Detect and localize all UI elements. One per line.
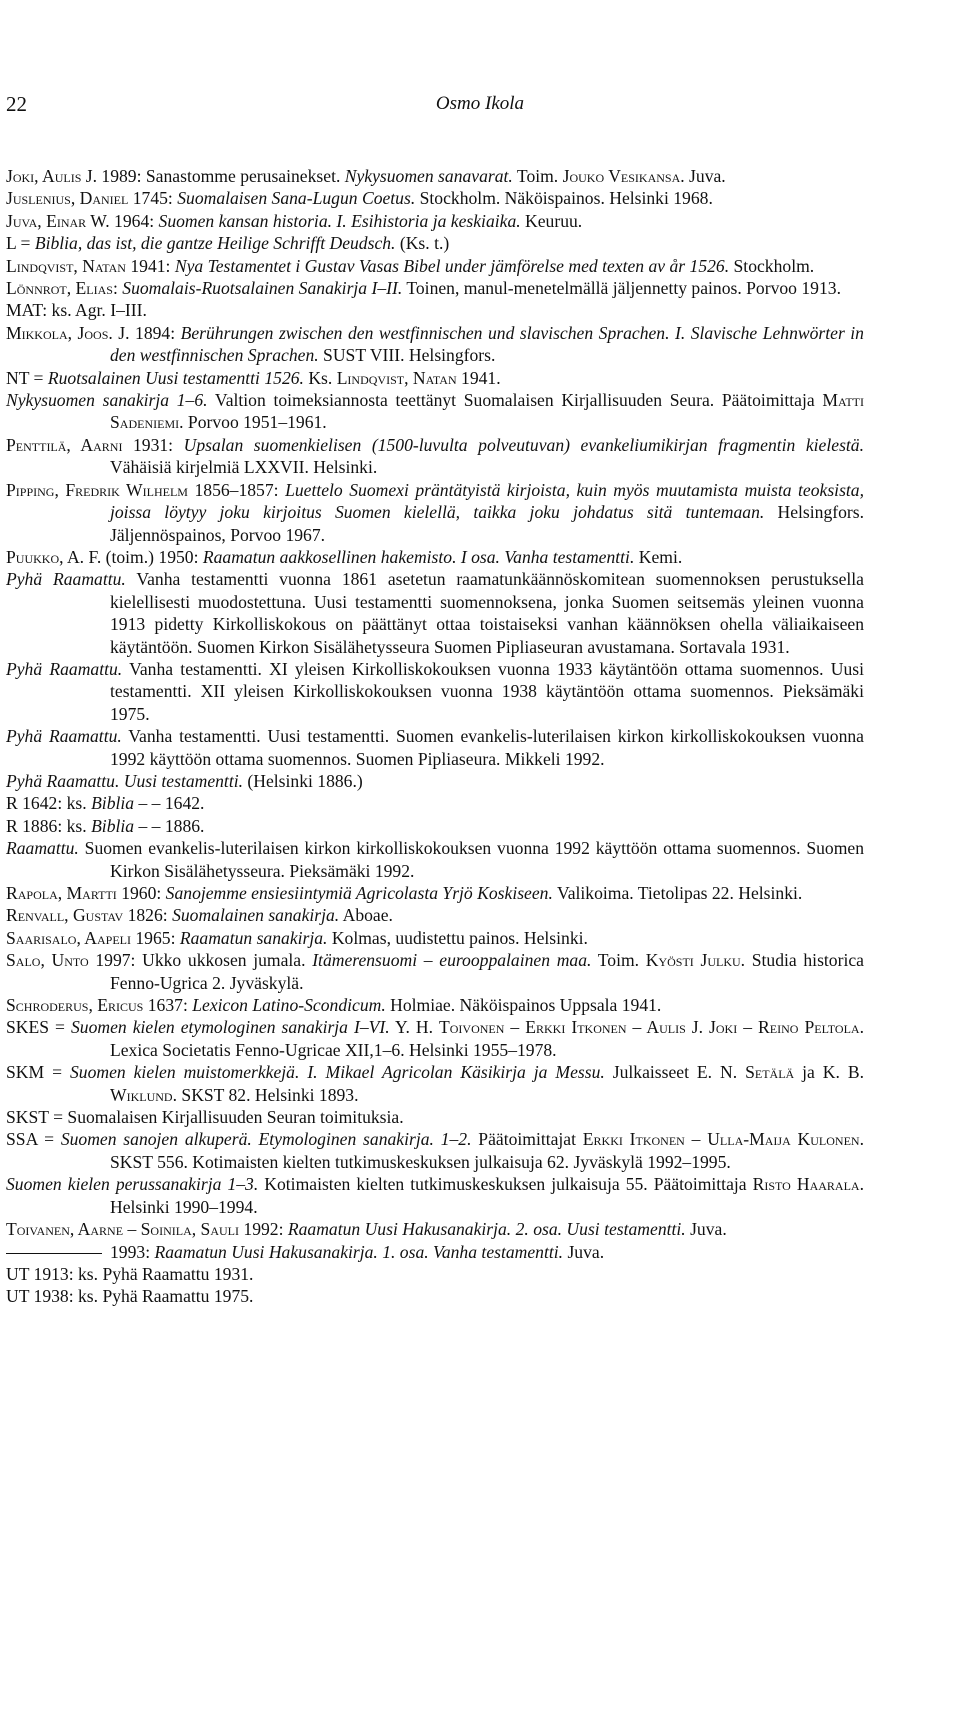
entry-text: Päätoimittajat (471, 1129, 583, 1150)
entry-title: Suomen kielen etymologinen sanakirja I–VI. (70, 1017, 390, 1038)
bibliography-list (6, 165, 864, 1308)
bibliography-entry (6, 389, 864, 434)
entry-text: . Porvoo 1951–1961. (179, 412, 327, 433)
entry-author: Kyösti Julku (645, 950, 741, 971)
bibliography-entry (6, 1241, 864, 1263)
bibliography-entry (6, 792, 864, 814)
entry-author: Lindqvist, Natan (336, 367, 457, 388)
entry-author: Matti Sadeniemi (110, 390, 865, 433)
entry-title: Raamatun Uusi Hakusanakirja. 2. osa. Uusi testamentti. (287, 1219, 686, 1240)
entry-title: Raamattu. (6, 838, 79, 859)
entry-author: Risto Haarala (752, 1174, 860, 1195)
entry-text: 1941. (456, 367, 501, 388)
entry-text: Valtion toimeksiannosta teettänyt Suomalaisen Kirjallisuuden Seura. Päätoimittaja (207, 390, 823, 411)
entry-author: Saarisalo, Aapeli (6, 927, 131, 948)
entry-title: Pyhä Raamattu. (6, 726, 122, 747)
entry-author: Lönnrot, Elias (6, 278, 113, 299)
bibliography-entry (6, 322, 864, 367)
entry-author: Jouko Vesikansa (562, 166, 681, 186)
entry-text: Keuruu. (520, 210, 583, 231)
bibliography-entry (6, 165, 864, 187)
entry-text: 1941: (125, 255, 175, 276)
entry-author: Toivanen, Aarne – Soinila, Sauli (6, 1219, 239, 1240)
bibliography-entry (6, 367, 864, 389)
entry-text: UT 1913: ks. Pyhä Raamattu 1931. (6, 1263, 254, 1284)
entry-text: . Helsinki 1990–1994. (110, 1174, 864, 1217)
entry-text: . F. (toim.) 1950: (79, 546, 203, 567)
entry-text: 1745: (128, 188, 178, 209)
entry-text: Julkaisseet E. N. (604, 1062, 746, 1083)
entry-author: Joki, Aulis (6, 166, 82, 186)
bibliography-entry (6, 1173, 864, 1218)
bibliography-entry (6, 1285, 864, 1307)
entry-author: Juva, Einar (6, 210, 87, 231)
entry-text: SKST = Suomalaisen Kirjallisuuden Seuran toimituksia. (6, 1107, 404, 1128)
entry-text: Valikoima. Tietolipas 22. Helsinki. (552, 883, 803, 903)
entry-text: Stockholm. Näköispainos. Helsinki 1968. (415, 188, 713, 209)
bibliography-entry (6, 277, 864, 299)
entry-title: Suomen kansan historia. I. Esihistoria ja keskiaika. (158, 210, 521, 231)
running-head: Osmo Ikola (435, 93, 525, 114)
entry-title: Raamatun Uusi Hakusanakirja. 1. osa. Vanha testamentti. (154, 1241, 564, 1262)
entry-text: 1826: (123, 905, 173, 926)
entry-text: Toim. (591, 950, 646, 971)
entry-text: (Ks. t.) (395, 233, 450, 254)
bibliography-entry (6, 434, 864, 479)
entry-text: Juva. (563, 1241, 605, 1262)
entry-text: SKES = (6, 1017, 71, 1038)
bibliography-entry (6, 658, 864, 725)
entry-title: Biblia (91, 793, 135, 814)
entry-author: Schroderus, Ericus (6, 995, 144, 1016)
entry-text: 1992: (239, 1219, 288, 1240)
bibliography-entry (6, 210, 864, 232)
entry-author: Juslenius, Daniel (6, 188, 129, 209)
bibliography-entry (6, 232, 864, 254)
entry-text: NT = (6, 367, 48, 388)
entry-text: Vanha testamentti vuonna 1861 asetetun raamatunkäännöskomitean suomennoksen perustuksella kielellisesti muodostettuna. Uusi testamentti suomennoksena, jonka Suomen seitsemäs yleinen vuonna 1913 pidetty Kirkolliskokous on päättänyt ottaa toistaiseksi vanhan käännöksen ohella väliaikaiseen käytäntöön. Suomen Kirkon Sisälähetysseura Suomen Pipliaseuran avustamana. Sortavala 1931. (110, 569, 864, 657)
repeat-author-rule (6, 1253, 102, 1254)
entry-text: Ks. (303, 367, 337, 388)
entry-title: Biblia (91, 815, 135, 836)
entry-text: Aboae. (339, 905, 393, 926)
entry-text: 1993: (110, 1241, 155, 1262)
entry-author: Joki – Reino Peltola (709, 1017, 860, 1038)
entry-text: . SKST 556. Kotimaisten kielten tutkimuskeskuksen julkaisuja 62. Jyväskylä 1992–1995. (110, 1129, 864, 1172)
entry-title: Pyhä Raamattu. (6, 569, 126, 590)
entry-text: Vanha testamentti. Uusi testamentti. Suomen evankelis-luterilaisen kirkon kirkolliskokouksen vuonna 1992 käyttöön ottama suomennos. Suomen Pipliaseura. Mikkeli 1992. (110, 726, 864, 769)
entry-text: Vähäisiä kirjelmiä LXXVII. Helsinki. (110, 457, 378, 478)
entry-title: Suomalainen sanakirja. (172, 905, 340, 926)
entry-title: Suomen sanojen alkuperä. Etymologinen sanakirja. 1–2. (60, 1129, 472, 1150)
entry-text: : (112, 278, 123, 299)
entry-title: Suomen kielen perussanakirja 1–3. (6, 1174, 259, 1195)
entry-author: Rapola, Martti (6, 883, 117, 903)
entry-text: – – 1642. (134, 793, 205, 814)
entry-title: Raamatun aakkosellinen hakemisto. I osa. Vanha testamentti. (202, 546, 635, 567)
entry-title: Berührungen zwischen den westfinnischen und slavischen Sprachen. I. Slavische Lehnwörter in den westfinnischen Sprachen. (110, 322, 864, 366)
entry-text: 1965: (130, 927, 180, 948)
entry-author: Setälä (745, 1062, 795, 1083)
entry-text: 1997: Ukko ukkosen jumala. (88, 950, 313, 971)
entry-title: Luettelo Suomexi präntätyistä kirjoista, kuin myös muutamista muista teoksista, joissa löytyy joku kirjoitus Suomen kielellä, taikka joku johdatus sitä tuntemaan. (110, 479, 864, 523)
entry-text: . Juva. (680, 166, 726, 186)
entry-author: Puukko, A (6, 546, 80, 567)
bibliography-entry (6, 1106, 864, 1128)
entry-author: Penttilä, Aarni (6, 434, 123, 455)
entry-text: SKM = (6, 1062, 70, 1083)
entry-text: UT 1938: ks. Pyhä Raamattu 1975. (6, 1286, 254, 1307)
entry-author: Mikkola, Joos (6, 322, 109, 343)
entry-author: Salo, Unto (6, 950, 89, 971)
bibliography-entry (6, 725, 864, 770)
entry-text: Y. H. (389, 1017, 440, 1038)
entry-text: . SKST 82. Helsinki 1893. (172, 1084, 359, 1105)
bibliography-entry (6, 949, 864, 994)
page-number: 22 (6, 92, 27, 116)
entry-text: MAT: ks. Agr. I–III. (6, 300, 147, 321)
entry-text: SSA = (6, 1129, 61, 1150)
entry-text: Toinen, manul-menetelmällä jäljennetty painos. Porvoo 1913. (402, 278, 841, 299)
entry-text: SUST VIII. Helsingfors. (318, 345, 496, 366)
bibliography-entry (6, 837, 864, 882)
entry-title: Ruotsalainen Uusi testamentti 1526. (47, 367, 304, 388)
entry-text: W. 1964: (86, 210, 159, 231)
entry-author: Toivonen – Erkki Itkonen – Aulis (439, 1017, 686, 1038)
bibliography-entry (6, 994, 864, 1016)
bibliography-entry (6, 1016, 864, 1061)
bibliography-entry (6, 299, 864, 321)
entry-text: Holmiae. Näköispainos Uppsala 1941. (385, 995, 662, 1016)
bibliography-entry (6, 546, 864, 568)
entry-text: Vanha testamentti. XI yleisen Kirkolliskokouksen vuonna 1933 käytäntöön ottama suomennos. Uusi testamentti. XII yleisen Kirkolliskokouksen vuonna 1938 käytäntöön ottama suomennos. Pieksämäki 1975. (110, 658, 864, 724)
entry-title: Nykysuomen sanakirja 1–6. (6, 390, 208, 411)
entry-text: Suomen evankelis-luterilaisen kirkon kirkolliskokouksen vuonna 1992 käyttöön ottama suomennos. Suomen Kirkon Sisälähetysseura. Pieksämäki 1992. (78, 838, 864, 881)
entry-text: J. 1989: Sanastomme perusainekset. (81, 166, 345, 186)
bibliography-entry (6, 770, 864, 792)
entry-text: 1637: (143, 995, 193, 1016)
entry-title: Sanojemme ensiesiintymiä Agricolasta Yrjö Koskiseen. (165, 883, 553, 903)
entry-title: Pyhä Raamattu. Uusi testamentti. (6, 770, 244, 791)
bibliography-entry (6, 1061, 864, 1106)
entry-text: J. (685, 1017, 710, 1038)
bibliography-entry (6, 1218, 864, 1240)
entry-title: Nya Testamentet i Gustav Vasas Bibel under jämförelse med texten av år 1526. (174, 255, 730, 276)
entry-text: Toim. (512, 166, 563, 186)
bibliography-entry (6, 882, 864, 904)
bibliography-entry (6, 927, 864, 949)
bibliography-entry (6, 479, 864, 546)
bibliography-entry (6, 904, 864, 926)
entry-title: Suomalais-Ruotsalainen Sanakirja I–II. (122, 278, 403, 299)
entry-author: Lindqvist, Natan (6, 255, 126, 276)
entry-title: Pyhä Raamattu. (6, 658, 123, 679)
entry-author: Erkki Itkonen – Ulla-Maija Kulonen (582, 1129, 860, 1150)
entry-text: 1856–1857: (187, 479, 286, 500)
entry-title: Suomen kielen muistomerkkejä. I. Mikael Agricolan Käsikirja ja Messu. (69, 1062, 605, 1083)
bibliography-entry (6, 568, 864, 658)
entry-text: 1960: (116, 883, 166, 903)
entry-text: Helsingfors. Jäljennöspainos, Porvoo 1967. (110, 502, 865, 545)
entry-text: Stockholm. (729, 255, 815, 276)
bibliography-entry (6, 1128, 864, 1173)
entry-text: ja K. B. (794, 1062, 864, 1083)
entry-author: Renvall, Gustav (6, 905, 124, 926)
entry-title: Suomalaisen Sana-Lugun Coetus. (177, 188, 416, 209)
entry-text: R 1642: ks. (6, 793, 92, 814)
entry-author: Pipping, Fredrik Wilhelm (6, 479, 188, 500)
entry-title: Lexicon Latino-Scondicum. (192, 995, 386, 1016)
entry-text: L = (6, 233, 35, 254)
entry-text: – – 1886. (134, 815, 205, 836)
entry-text: . J. 1894: (108, 322, 181, 343)
entry-text: 1931: (122, 434, 184, 455)
bibliography-entry (6, 1263, 864, 1285)
entry-text: (Helsinki 1886.) (243, 770, 363, 791)
entry-title: Raamatun sanakirja. (179, 927, 328, 948)
bibliography-entry (6, 255, 864, 277)
bibliography-entry (6, 815, 864, 837)
entry-text: Kotimaisten kielten tutkimuskeskuksen julkaisuja 55. Päätoimittaja (258, 1174, 753, 1195)
entry-text: . Lexica Societatis Fenno-Ugricae XII,1–6. Helsinki 1955–1978. (110, 1017, 864, 1060)
bibliography-entry (6, 187, 864, 209)
entry-title: Nykysuomen sanavarat. (344, 166, 513, 186)
entry-text: R 1886: ks. (6, 815, 92, 836)
entry-title: Itämerensuomi – eurooppalainen maa. (312, 950, 592, 971)
entry-text: Juva. (685, 1219, 727, 1240)
entry-text: Kolmas, uudistettu painos. Helsinki. (327, 927, 588, 948)
entry-title: Biblia, das ist, die gantze Heilige Schrifft Deudsch. (34, 233, 396, 254)
entry-author: Wiklund (110, 1084, 173, 1105)
entry-text: Kemi. (634, 546, 683, 567)
entry-title: Upsalan suomenkielisen (1500-luvulta polveutuvan) evankeliumikirjan fragmentin kielestä. (183, 434, 864, 455)
entry-text: . Studia historica Fenno-Ugrica 2. Jyväskylä. (110, 950, 864, 993)
